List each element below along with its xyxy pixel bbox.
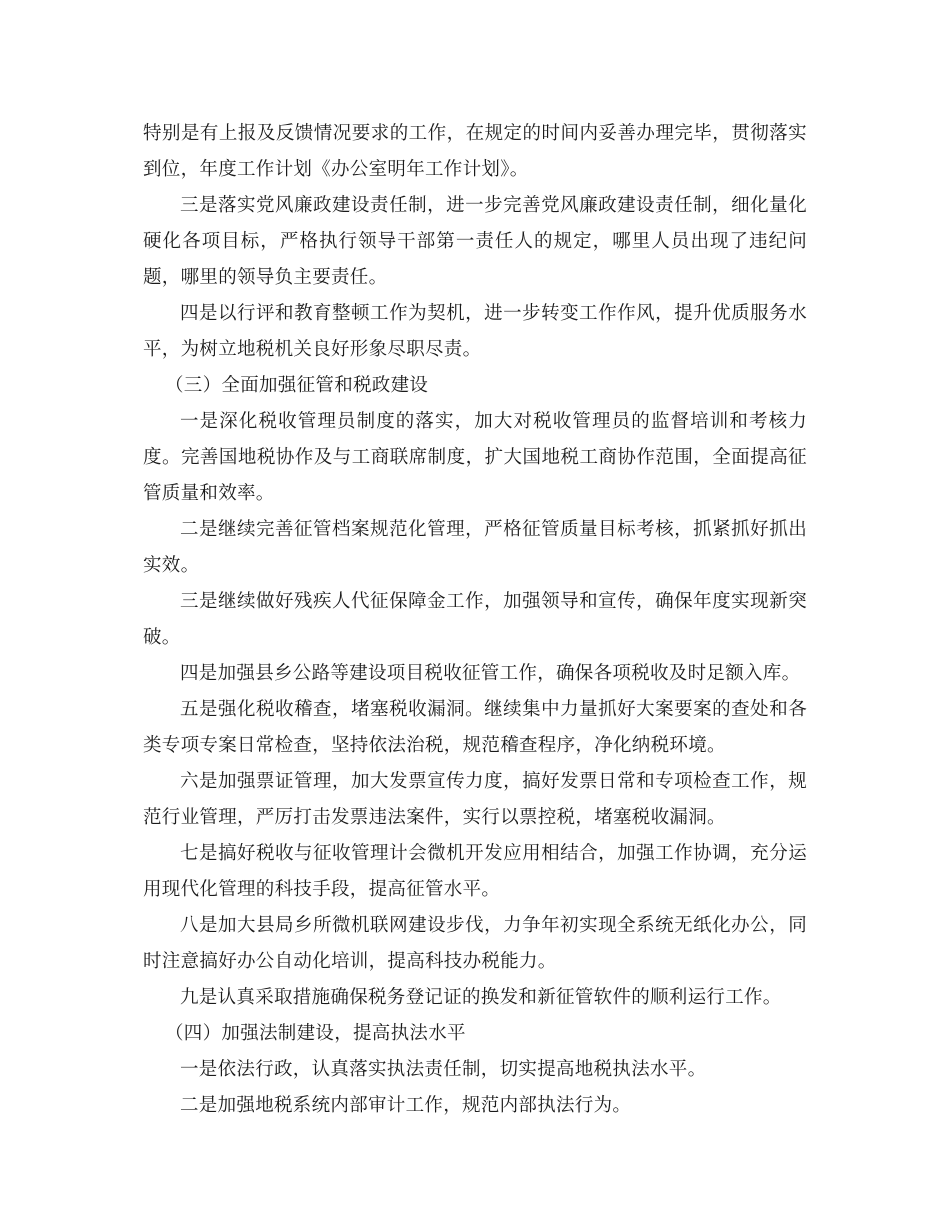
paragraph-item-6: 六是加强票证管理，加大发票宣传力度，搞好发票日常和专项检查工作，规范行业管理，严厉打击发票违法案件，实行以票控税，堵塞税收漏洞。	[143, 771, 807, 828]
paragraph-law-item-1: 一是依法行政，认真落实执法责任制，切实提高地税执法水平。	[180, 1059, 707, 1080]
paragraph-item-2: 二是继续完善征管档案规范化管理，严格征管质量目标考核，抓紧抓好抓出实效。	[143, 519, 807, 576]
section-heading-3: （三）全面加强征管和税政建设	[165, 375, 429, 396]
paragraph-work-style: 四是以行评和教育整顿工作为契机，进一步转变工作作风，提升优质服务水平，为树立地税机关良好形象尽职尽责。	[143, 303, 807, 360]
document-page	[143, 116, 807, 1124]
paragraph-item-4: 四是加强县乡公路等建设项目税收征管工作，确保各项税收及时足额入库。	[180, 663, 801, 684]
paragraph-item-5: 五是强化税收稽查，堵塞税收漏洞。继续集中力量抓好大案要案的查处和各类专项专案日常检查，坚持依法治税，规范稽查程序，净化纳税环境。	[143, 699, 807, 756]
paragraph-item-1: 一是深化税收管理员制度的落实，加大对税收管理员的监督培训和考核力度。完善国地税协作及与工商联席制度，扩大国地税工商协作范围，全面提高征管质量和效率。	[143, 411, 807, 504]
paragraph-item-7: 七是搞好税收与征收管理计会微机开发应用相结合，加强工作协调，充分运用现代化管理的科技手段，提高征管水平。	[143, 843, 807, 900]
paragraph-item-8: 八是加大县局乡所微机联网建设步伐，力争年初实现全系统无纸化办公，同时注意搞好办公自动化培训，提高科技办税能力。	[143, 915, 807, 972]
paragraph-continued: 特别是有上报及反馈情况要求的工作，在规定的时间内妥善办理完毕，贯彻落实到位，年度工作计划《办公室明年工作计划》。	[143, 123, 807, 180]
paragraph-item-3: 三是继续做好残疾人代征保障金工作，加强领导和宣传，确保年度实现新突破。	[143, 591, 807, 648]
paragraph-item-9: 九是认真采取措施确保税务登记证的换发和新征管软件的顺利运行工作。	[180, 987, 782, 1008]
paragraph-law-item-2: 二是加强地税系统内部审计工作，规范内部执法行为。	[180, 1095, 632, 1116]
paragraph-party-conduct: 三是落实党风廉政建设责任制，进一步完善党风廉政建设责任制，细化量化硬化各项目标，严格执行领导干部第一责任人的规定，哪里人员出现了违纪问题，哪里的领导负主要责任。	[143, 195, 807, 288]
section-heading-4: （四）加强法制建设，提高执法水平	[165, 1023, 466, 1044]
